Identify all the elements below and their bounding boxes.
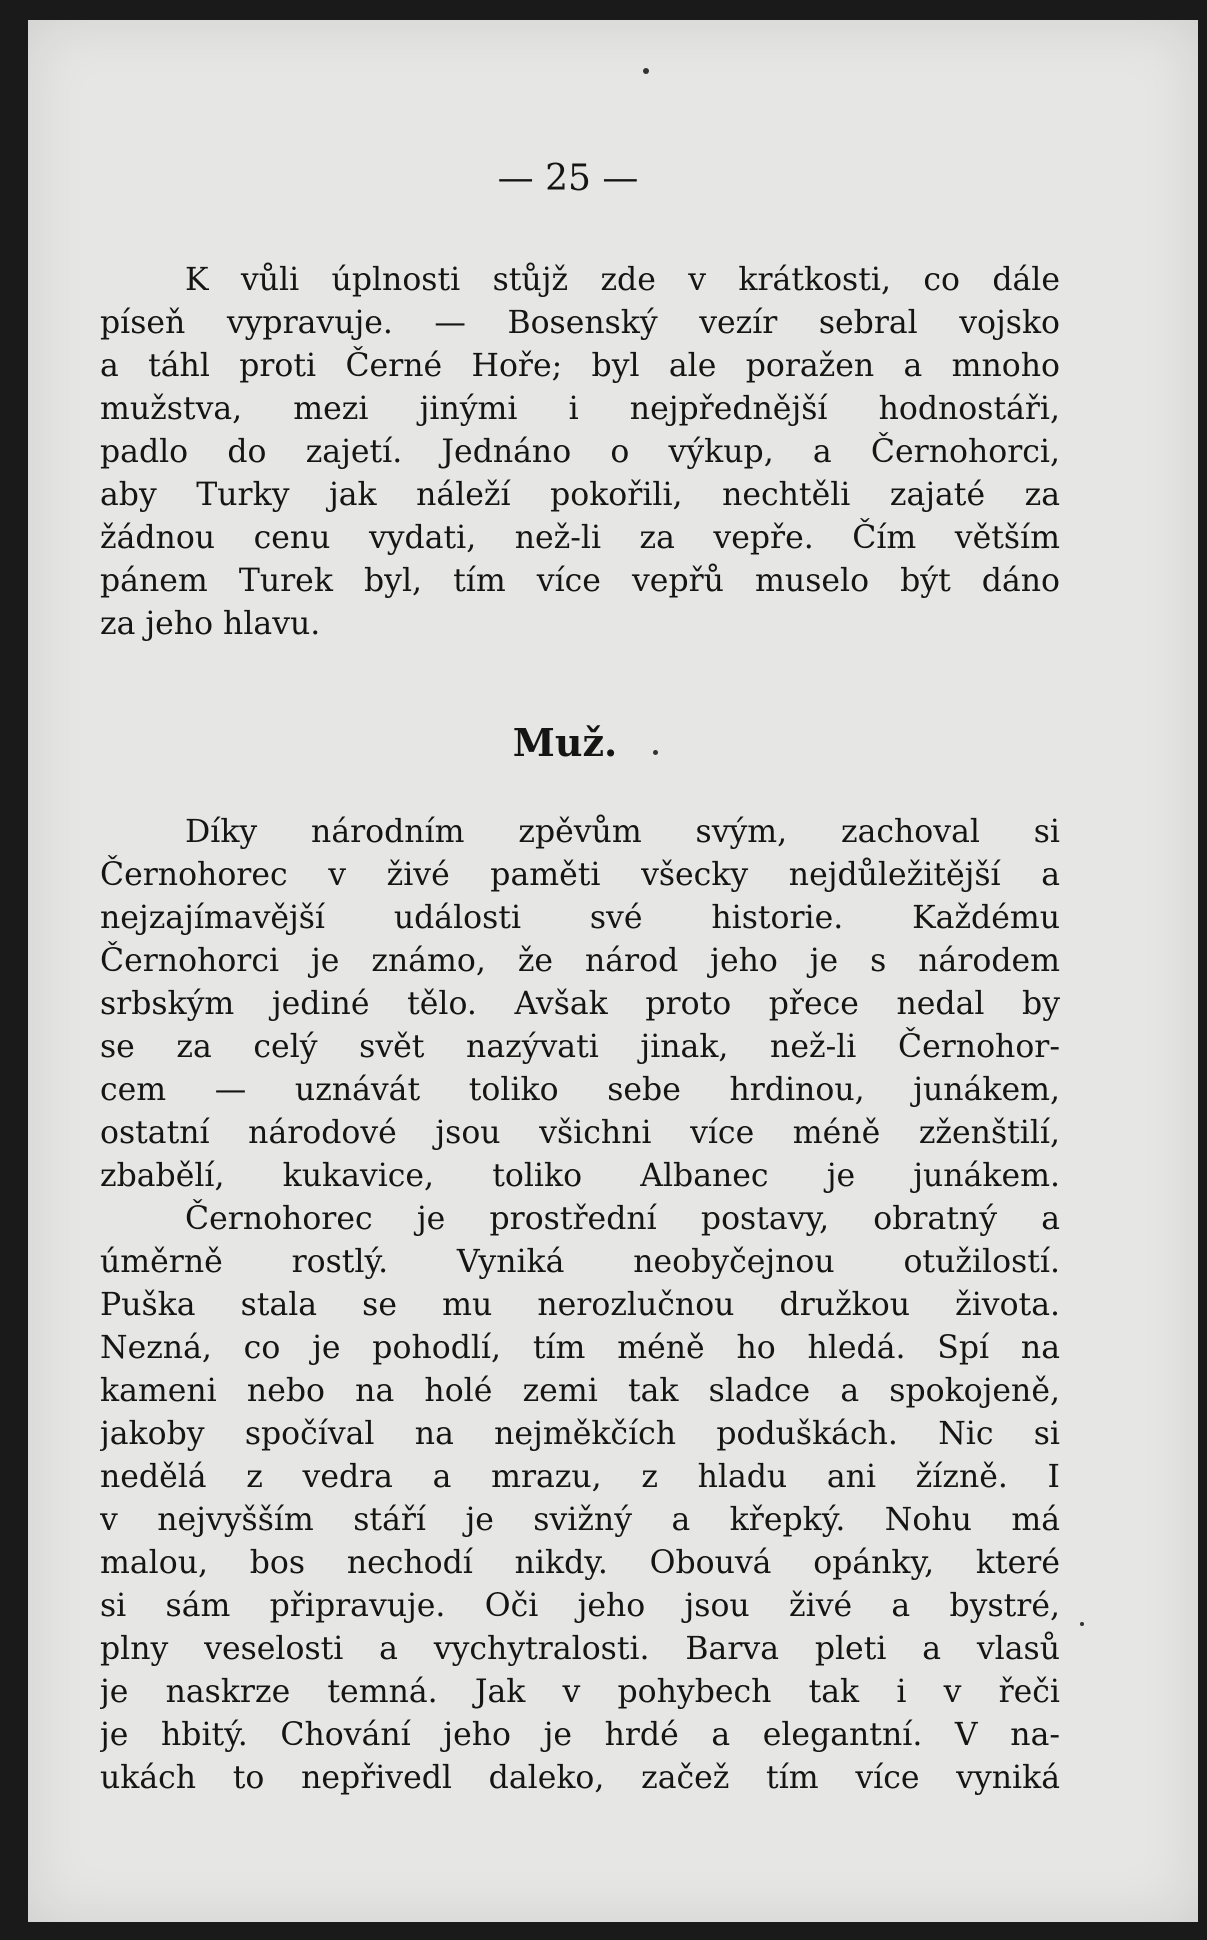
text-line: padlo do zajetí. Jednáno o výkup, a Černohorci, [100, 434, 1060, 470]
text-line: je hbitý. Chování jeho je hrdé a elegantní. V na- [100, 1717, 1060, 1753]
text-line: nejzajímavější události své historie. Každému [100, 900, 1060, 936]
text-line: Černohorec v živé paměti všecky nejdůležitější a [100, 857, 1060, 893]
text-line: jakoby spočíval na nejměkčích poduškách. Nic si [100, 1416, 1060, 1452]
scan-speck [653, 750, 658, 755]
scan-speck [1080, 1622, 1084, 1626]
paragraph-1 [100, 259, 1060, 646]
text-line: úměrně rostlý. Vyniká neobyčejnou otužilostí. [100, 1244, 1060, 1280]
text-line: Puška stala se mu nerozlučnou družkou života. [100, 1287, 1060, 1323]
text-line: kameni nebo na holé zemi tak sladce a spokojeně, [100, 1373, 1060, 1409]
text-line: žádnou cenu vydati, než-li za vepře. Čím větším [100, 520, 1060, 556]
text-line: se za celý svět nazývati jinak, než-li Černohor- [100, 1029, 1060, 1065]
page-number: — 25 — [497, 158, 639, 199]
text-line: si sám připravuje. Oči jeho jsou živé a bystré, [100, 1588, 1060, 1624]
text-line: Černohorec je prostřední postavy, obratný a [185, 1201, 1060, 1237]
text-line: je naskrze temná. Jak v pohybech tak i v řeči [100, 1674, 1060, 1710]
text-line: K vůli úplnosti stůjž zde v krátkosti, co dále [185, 262, 1060, 298]
text-line: Nezná, co je pohodlí, tím méně ho hledá. Spí na [100, 1330, 1060, 1366]
text-line: pánem Turek byl, tím více vepřů muselo být dáno [100, 563, 1060, 599]
text-line: plny veselosti a vychytralosti. Barva pleti a vlasů [100, 1631, 1060, 1667]
paragraph-2 [100, 811, 1060, 1800]
section-title: Muž. [512, 720, 618, 765]
text-line: nedělá z vedra a mrazu, z hladu ani žízně. I [100, 1459, 1060, 1495]
text-line: ostatní národové jsou všichni více méně zženštilí, [100, 1115, 1060, 1151]
text-line: cem — uznávát toliko sebe hrdinou, junákem, [100, 1072, 1060, 1108]
book-page [28, 20, 1198, 1922]
text-line: za jeho hlavu. [100, 606, 321, 642]
text-line: píseň vypravuje. — Bosenský vezír sebral vojsko [100, 305, 1060, 341]
text-line: Díky národním zpěvům svým, zachoval si [185, 814, 1060, 850]
text-line: srbským jediné tělo. Avšak proto přece nedal by [100, 986, 1060, 1022]
text-line: v nejvyšším stáří je svižný a křepký. Nohu má [100, 1502, 1060, 1538]
text-line: a táhl proti Černé Hoře; byl ale poražen a mnoho [100, 348, 1060, 384]
text-line: aby Turky jak náleží pokořili, nechtěli zajaté za [100, 477, 1060, 513]
text-line: mužstva, mezi jinými i nejpřednější hodnostáři, [100, 391, 1060, 427]
text-line: ukách to nepřivedl daleko, začež tím více vyniká [100, 1760, 1060, 1796]
text-line: malou, bos nechodí nikdy. Obouvá opánky, které [100, 1545, 1060, 1581]
scan-speck [643, 68, 649, 74]
text-line: Černohorci je známo, že národ jeho je s národem [100, 943, 1060, 979]
text-line: zbabělí, kukavice, toliko Albanec je junákem. [100, 1158, 1060, 1194]
